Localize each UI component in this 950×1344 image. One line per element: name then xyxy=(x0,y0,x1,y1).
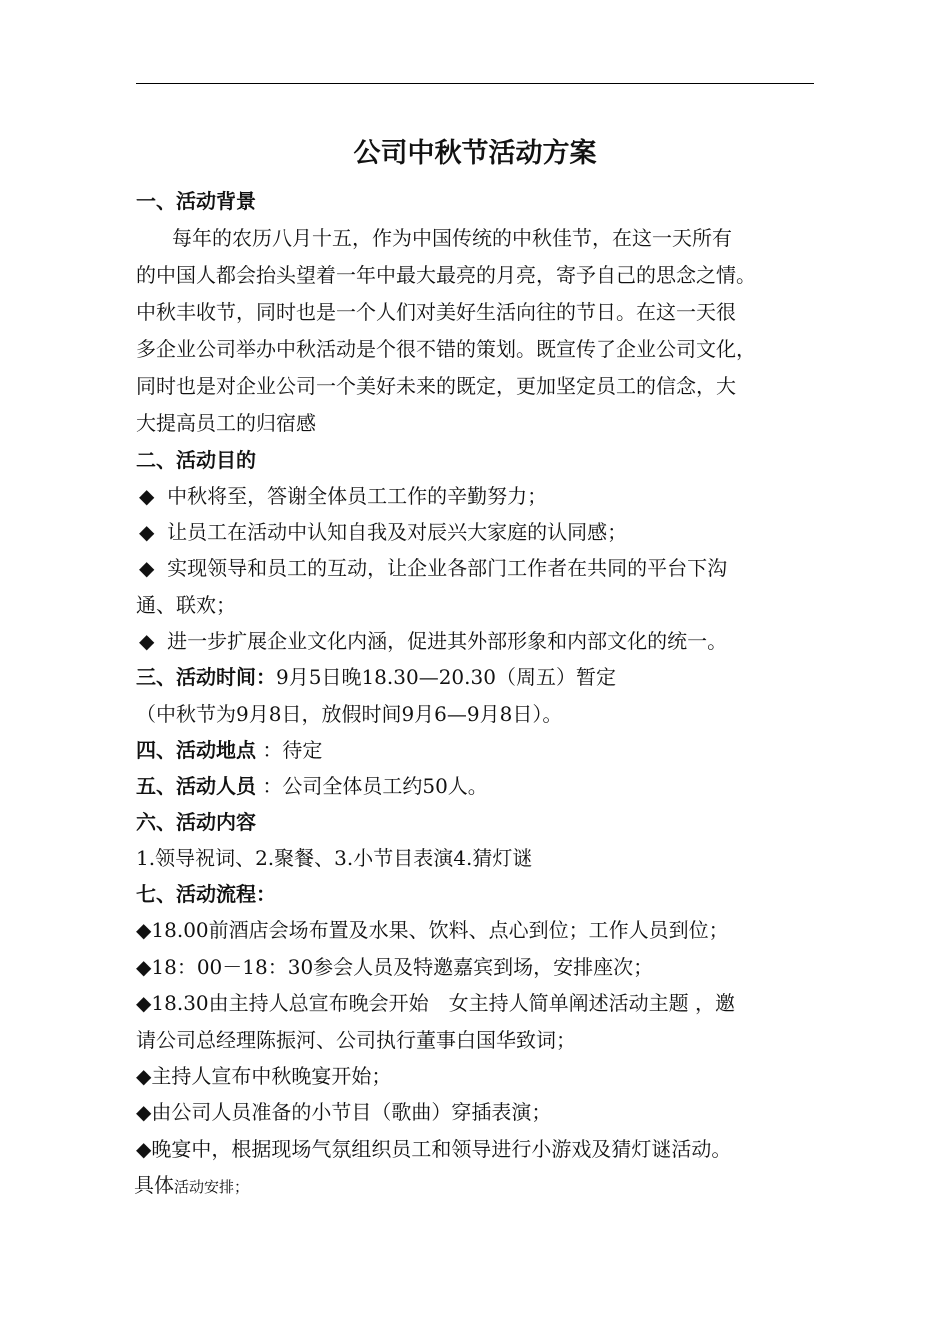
content-value: 1.领导祝词、2.聚餐、3.小节目表演4.猜灯谜 xyxy=(136,846,533,870)
paragraph-line: 的中国人都会抬头望着一年中最大最亮的月亮，寄予自己的思念之情。 xyxy=(136,263,756,287)
place-value: ：待定 xyxy=(262,738,323,762)
paragraph-line: 中秋丰收节，同时也是一个人们对美好生活向往的节日。在这一天很 xyxy=(136,300,736,324)
list-item-continuation: 通、联欢； xyxy=(136,593,236,617)
flow-item-continuation: 请公司总经理陈振河、公司执行董事白国华致词； xyxy=(136,1028,576,1052)
list-item xyxy=(139,554,727,582)
people-value: ：公司全体员工约50人。 xyxy=(262,774,488,798)
flow-item: ◆主持人宣布中秋晚宴开始； xyxy=(136,1064,392,1088)
section-heading-flow: 七、活动流程： xyxy=(136,882,276,906)
flow-item: ◆晚宴中，根据现场气氛组织员工和领导进行小游戏及猜灯谜活动。 xyxy=(136,1137,732,1161)
list-item xyxy=(139,627,727,655)
tail-text-small: 活动安排； xyxy=(174,1178,250,1196)
diamond-bullet-icon: ◆ xyxy=(139,556,155,580)
section-heading-background: 一、活动背景 xyxy=(136,189,256,213)
flow-item: ◆18.00前酒店会场布置及水果、饮料、点心到位；工作人员到位； xyxy=(136,918,729,942)
flow-item: ◆18：00－18：30参会人员及特邀嘉宾到场，安排座次； xyxy=(136,955,654,979)
list-item-text: 实现领导和员工的互动，让企业各部门工作者在共同的平台下沟 xyxy=(167,556,728,580)
time-note: （中秋节为9月8日，放假时间9月6—9月8日）。 xyxy=(136,702,563,726)
section-heading-time: 三、活动时间： xyxy=(136,665,276,689)
flow-item: ◆由公司人员准备的小节目（歌曲）穿插表演； xyxy=(136,1100,552,1124)
list-item-text: 进一步扩展企业文化内涵，促进其外部形象和内部文化的统一。 xyxy=(167,629,728,653)
header-rule xyxy=(136,83,814,84)
list-item xyxy=(139,518,627,546)
list-item xyxy=(139,482,547,510)
section-heading-place: 四、活动地点 xyxy=(136,738,256,762)
section-time xyxy=(136,663,616,691)
time-value: 9月5日晚18.30—20.30（周五）暂定 xyxy=(276,665,616,689)
tail-line xyxy=(134,1171,249,1201)
list-item-text: 中秋将至，答谢全体员工工作的辛勤努力； xyxy=(167,484,548,508)
section-people xyxy=(136,772,488,800)
tail-text-large: 具体 xyxy=(134,1173,174,1197)
diamond-bullet-icon: ◆ xyxy=(139,484,155,508)
section-heading-content: 六、活动内容 xyxy=(136,810,256,834)
paragraph-line: 每年的农历八月十五，作为中国传统的中秋佳节，在这一天所有 xyxy=(172,226,732,250)
paragraph-line: 大提高员工的归宿感 xyxy=(136,411,316,435)
paragraph-line: 多企业公司举办中秋活动是个很不错的策划。既宣传了企业公司文化， xyxy=(136,337,756,361)
paragraph-line: 同时也是对企业公司一个美好未来的既定，更加坚定员工的信念，大 xyxy=(136,374,736,398)
section-place xyxy=(136,736,322,764)
page-title: 公司中秋节活动方案 xyxy=(353,138,597,169)
diamond-bullet-icon: ◆ xyxy=(139,520,155,544)
section-heading-people: 五、活动人员 xyxy=(136,774,256,798)
flow-item: ◆18.30由主持人总宣布晚会开始 女主持人简单阐述活动主题 ，邀 xyxy=(136,991,735,1015)
diamond-bullet-icon: ◆ xyxy=(139,629,155,653)
list-item-text: 让员工在活动中认知自我及对辰兴大家庭的认同感； xyxy=(167,520,628,544)
section-heading-purpose: 二、活动目的 xyxy=(136,448,256,472)
